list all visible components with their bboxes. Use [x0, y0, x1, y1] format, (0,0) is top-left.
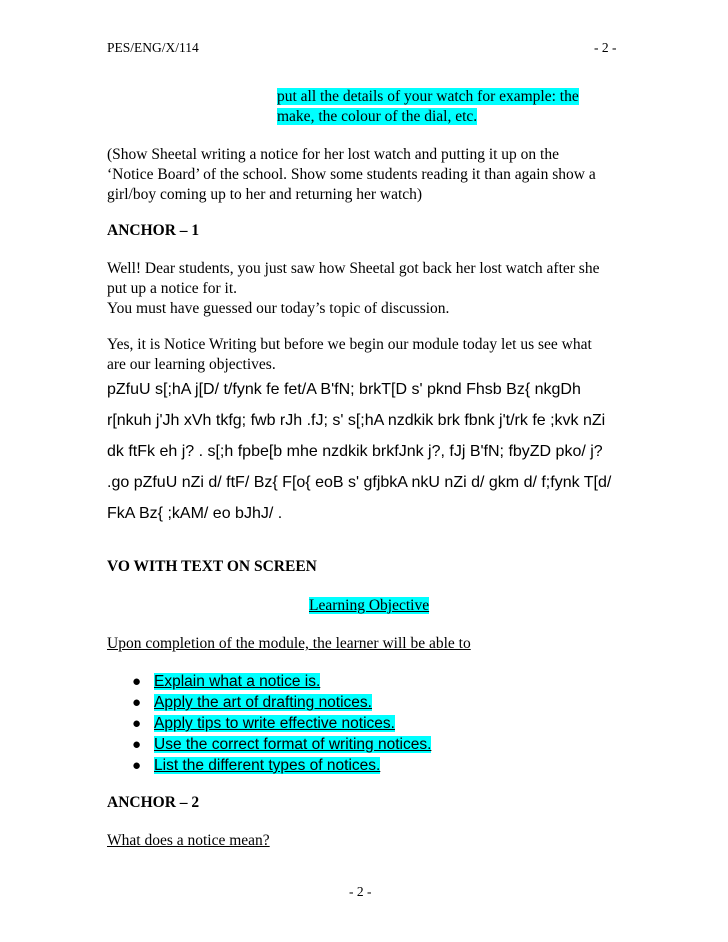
- footer-page-number: - 2 -: [349, 884, 372, 899]
- objectives-intro: Upon completion of the module, the learner will be able to: [107, 635, 471, 652]
- hint-line: put all the details of your watch for example: the: [277, 88, 579, 105]
- list-item: [132, 671, 431, 692]
- translation-line: FkA Bz{ ;kAM/ eo bJhJ/ .: [107, 505, 283, 522]
- bullet-icon: ●: [132, 715, 142, 732]
- objective-text: Explain what a notice is.: [154, 673, 321, 690]
- objective-text: Use the correct format of writing notices.: [154, 736, 432, 753]
- regional-translation: [107, 380, 611, 535]
- stage-direction-line: ‘Notice Board’ of the school. Show some students reading it than again show a: [107, 166, 596, 183]
- bullet-icon: ●: [132, 673, 142, 690]
- translation-line: dk ftFk eh j? . s[;h fpbe[b mhe nzdkik brkfJnk j?, fJj B'fN; fbyZD pko/ j?: [107, 443, 603, 460]
- paragraph-line: Yes, it is Notice Writing but before we begin our module today let us see what: [107, 336, 592, 353]
- translation-line: pZfuU s[;hA j[D/ t/fynk fe fet/A B'fN; brkT[D s' pknd Fhsb Bz{ nkgDh: [107, 381, 581, 398]
- list-item: [132, 734, 432, 755]
- stage-direction: [107, 145, 596, 205]
- bullet-icon: ●: [132, 736, 142, 753]
- vo-heading: VO WITH TEXT ON SCREEN: [107, 558, 317, 575]
- list-item: [132, 713, 431, 734]
- anchor-1-objectives-intro: [107, 335, 592, 375]
- translation-line: r[nkuh j'Jh xVh tkfg; fwb rJh .fJ; s' s[;hA nzdkik brk fbnk j't/rk fe ;kvk nZi: [107, 412, 606, 429]
- translation-line: .go pZfuU nZi d/ ftF/ Bz{ F[o{ eoB s' gfjbkA nkU nZi d/ gkm d/ f;fynk T[d/: [107, 474, 612, 491]
- learning-objective-title: Learning Objective: [309, 597, 430, 614]
- stage-direction-line: girl/boy coming up to her and returning her watch): [107, 186, 423, 203]
- paragraph-line: put up a notice for it.: [107, 280, 237, 297]
- objective-text: Apply tips to write effective notices.: [154, 715, 395, 732]
- anchor-2-heading: ANCHOR – 2: [107, 794, 200, 811]
- list-item: [132, 755, 431, 776]
- bullet-icon: ●: [132, 757, 142, 774]
- document-id: PES/ENG/X/114: [107, 40, 199, 55]
- header-page-number: - 2 -: [594, 40, 617, 55]
- list-item: [132, 692, 431, 713]
- anchor-1-paragraph: [107, 259, 599, 319]
- paragraph-line: Well! Dear students, you just saw how Sheetal got back her lost watch after she: [107, 260, 600, 277]
- objective-text: Apply the art of drafting notices.: [154, 694, 372, 711]
- hint-box: [277, 87, 579, 127]
- stage-direction-line: (Show Sheetal writing a notice for her lost watch and putting it up on the: [107, 146, 559, 163]
- paragraph-line: are our learning objectives.: [107, 356, 276, 373]
- anchor-1-heading: ANCHOR – 1: [107, 222, 200, 239]
- hint-line: make, the colour of the dial, etc.: [277, 108, 478, 125]
- objective-text: List the different types of notices.: [154, 757, 381, 774]
- objectives-list: [132, 671, 432, 776]
- paragraph-line: You must have guessed our today’s topic of discussion.: [107, 300, 450, 317]
- anchor-2-question: What does a notice mean?: [107, 832, 270, 849]
- bullet-icon: ●: [132, 694, 142, 711]
